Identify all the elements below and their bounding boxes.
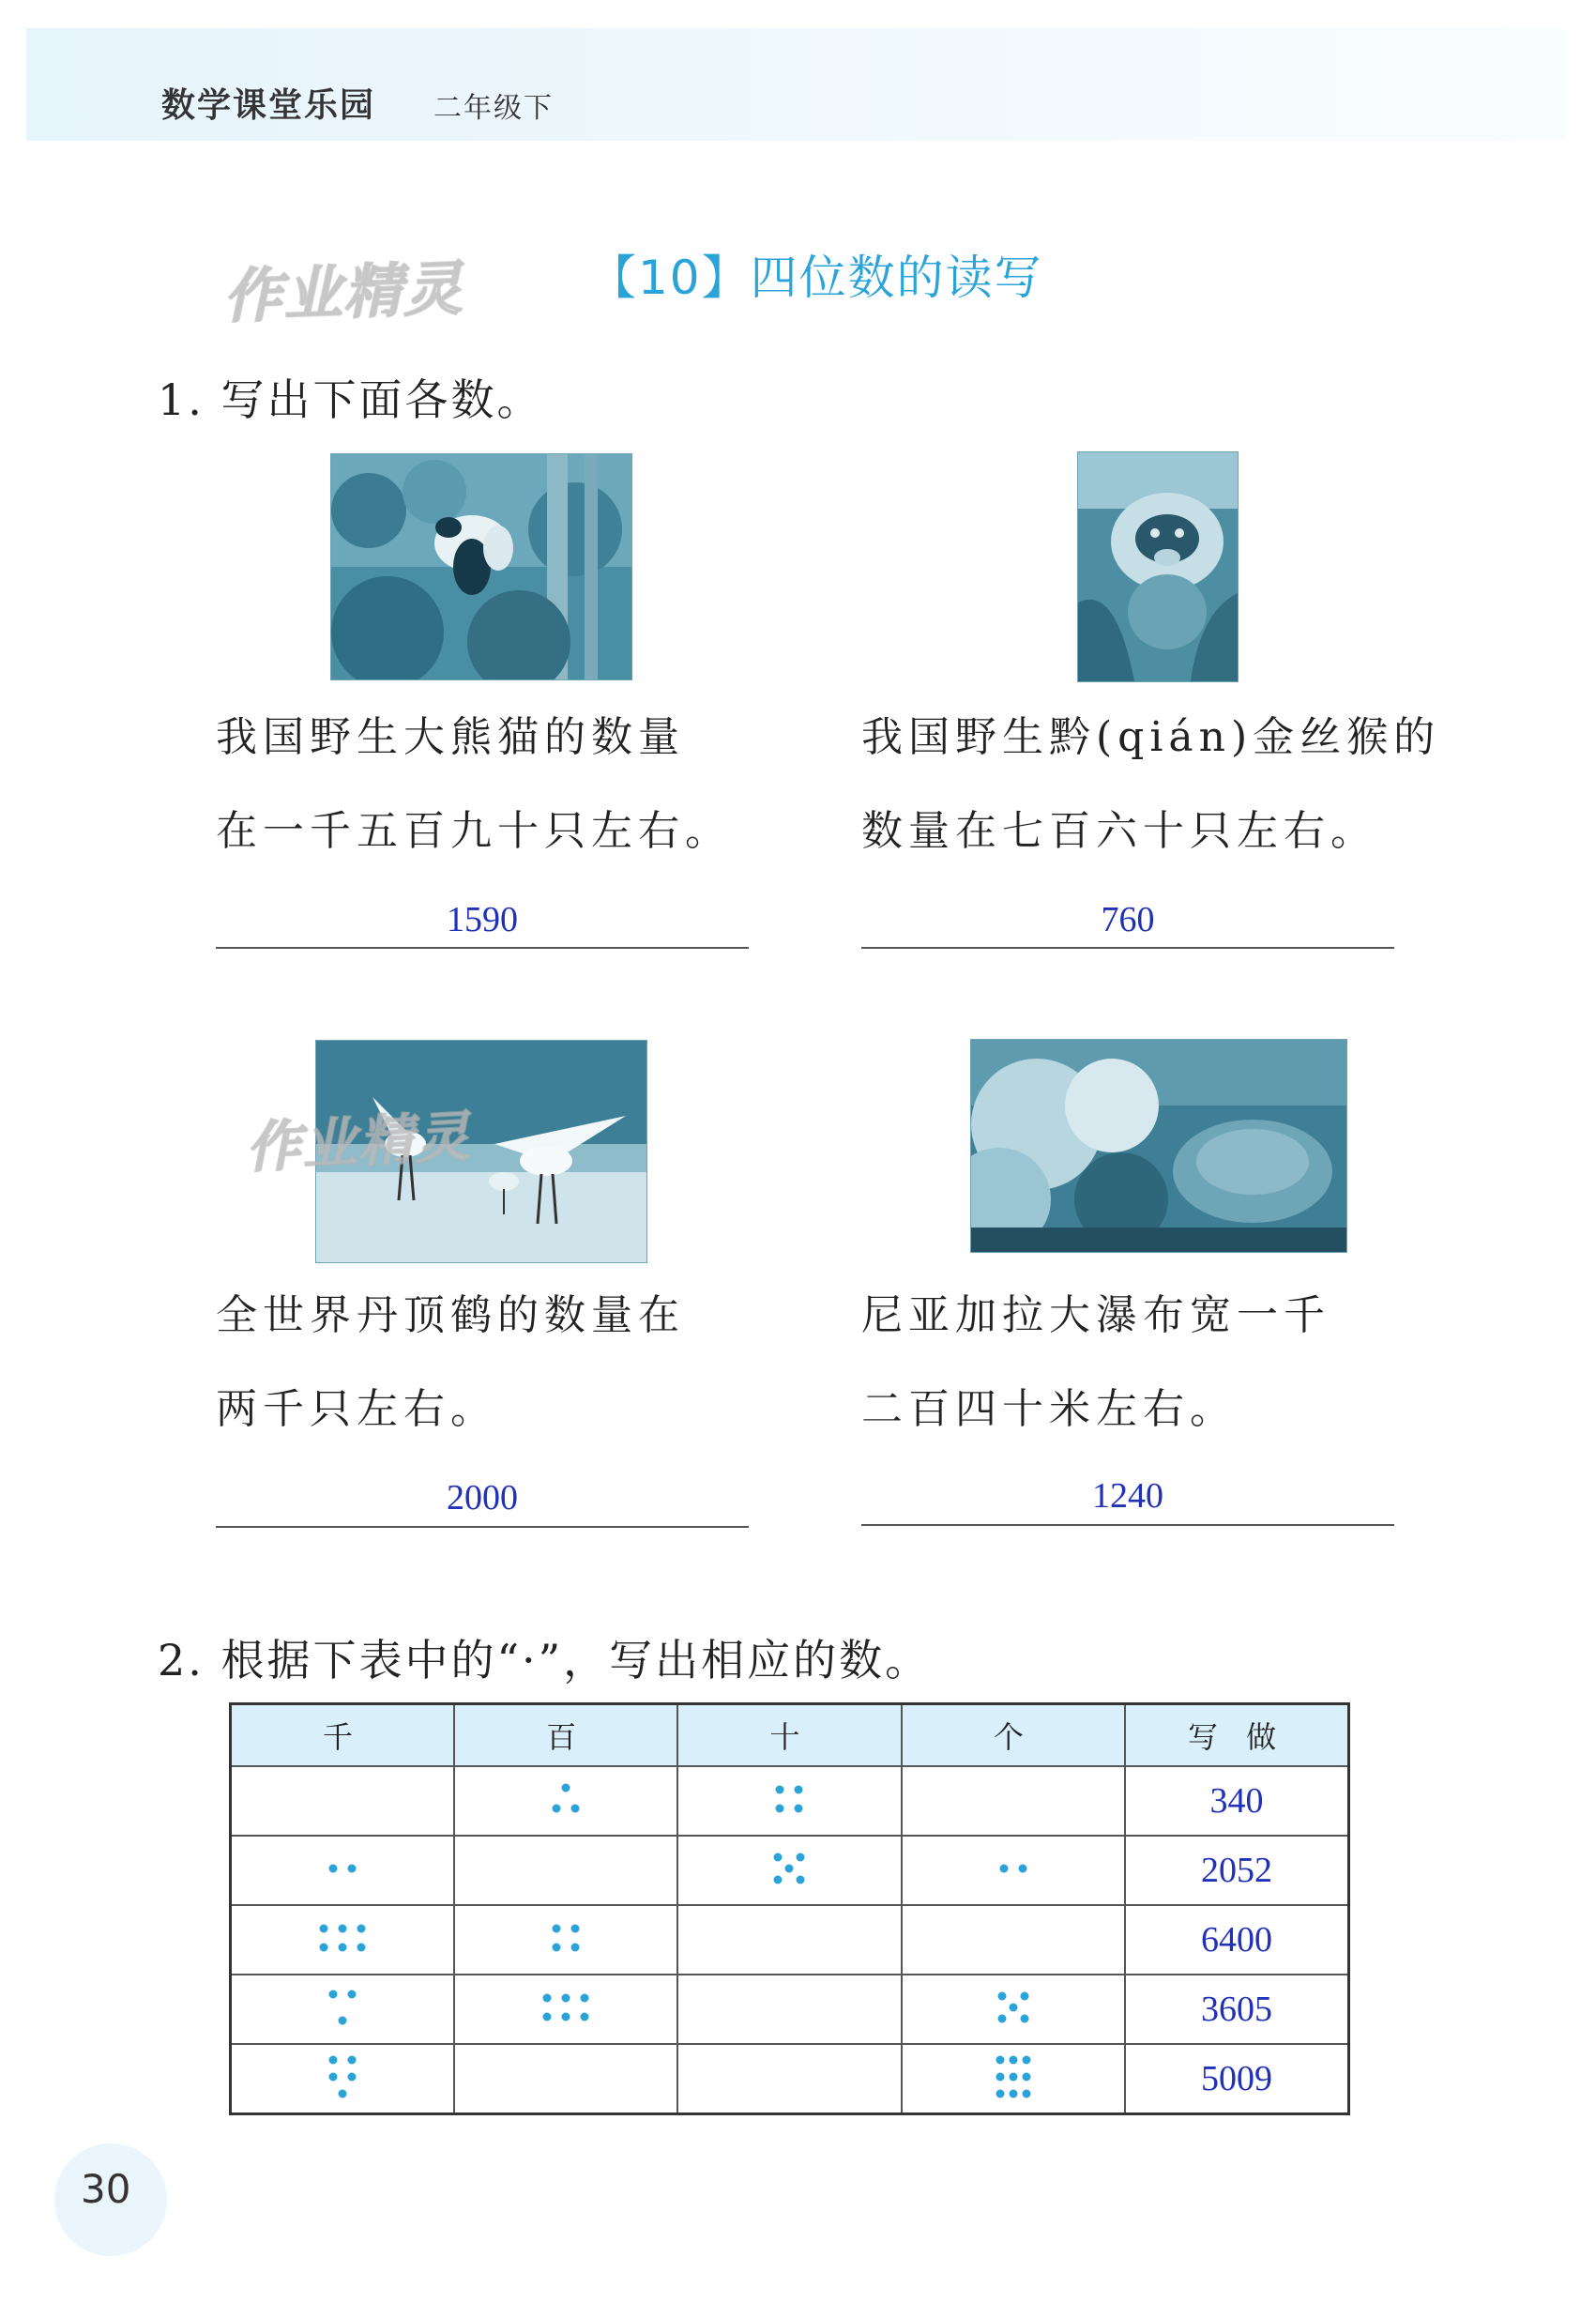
dot	[1009, 2004, 1017, 2012]
answer-4: 1240	[1092, 1476, 1163, 1516]
dot	[543, 2013, 552, 2021]
answer-2: 760	[1101, 900, 1155, 939]
question-1-item-1-text: 我国野生大熊猫的数量 在一千五百九十只左右。	[216, 713, 732, 855]
dots-icon	[752, 1840, 827, 1897]
dot	[571, 1805, 580, 1813]
dots-icon	[305, 1979, 380, 2036]
lesson-title: 【10】四位数的读写	[589, 251, 1043, 305]
giant-panda-photo	[330, 453, 632, 680]
header-thousands: 千	[231, 1704, 454, 1767]
dot	[774, 1853, 783, 1862]
dot	[997, 2015, 1006, 2023]
dots-icon	[305, 1910, 380, 1966]
dot	[776, 1786, 784, 1794]
niagara-falls-photo	[970, 1039, 1347, 1253]
dot	[562, 2013, 570, 2021]
dot	[328, 2056, 337, 2065]
dot-cell	[902, 1905, 1125, 1975]
dots-icon	[976, 1840, 1051, 1897]
answer-1: 1590	[447, 900, 518, 939]
dot-cell	[454, 1836, 677, 1905]
table-row	[231, 1905, 1349, 1975]
header-ones: 个	[902, 1704, 1125, 1767]
dot	[785, 1865, 794, 1873]
answer-3: 2000	[447, 1478, 518, 1518]
dots-icon	[528, 1910, 603, 1966]
dot-cell	[231, 1836, 454, 1905]
dots-icon	[976, 1979, 1051, 2036]
dot-cell	[902, 2044, 1125, 2114]
dot	[797, 1853, 805, 1862]
dot-cell	[677, 1766, 901, 1836]
answer-line	[216, 946, 749, 949]
dot	[338, 1925, 346, 1933]
dot-cell	[231, 1766, 454, 1836]
dot	[553, 1944, 561, 1952]
dot-cell	[231, 2044, 454, 2114]
dot	[1022, 2056, 1030, 2065]
dot-cell	[902, 1766, 1125, 1836]
dot	[357, 1944, 365, 1952]
dot-cell	[231, 1975, 454, 2044]
dots-icon	[305, 1840, 380, 1897]
dot	[571, 1944, 580, 1952]
dot	[1020, 1992, 1028, 2001]
question-1-title: 1. 写出下面各数。	[158, 374, 543, 425]
question-1-item-4-text: 尼亚加拉大瀑布宽一千 二百四十米左右。	[861, 1291, 1330, 1433]
place-value-table	[229, 1702, 1350, 2115]
dot	[319, 1944, 327, 1952]
dot	[1020, 2015, 1028, 2023]
written-number: 5009	[1125, 2044, 1348, 2114]
table-header-row	[231, 1704, 1349, 1767]
dot-cell	[902, 1836, 1125, 1905]
book-title: 数学课堂乐园	[161, 86, 376, 125]
dot	[347, 2073, 356, 2082]
dots-icon	[528, 1979, 603, 2036]
guizhou-golden-monkey-photo	[1077, 451, 1239, 682]
table-row	[231, 1975, 1349, 2044]
dot	[1022, 2073, 1030, 2082]
table-row	[231, 2044, 1349, 2114]
dot	[996, 2073, 1004, 2082]
dot	[774, 1876, 783, 1884]
dot	[338, 2017, 346, 2025]
dot	[997, 1992, 1006, 2001]
question-1-item-2-text: 我国野生黔(qián)金丝猴的 数量在七百六十只左右。	[861, 713, 1441, 855]
dot-cell	[677, 1836, 901, 1905]
dot	[338, 2090, 346, 2098]
dot	[581, 1994, 589, 2003]
dot	[319, 1925, 327, 1933]
answer-line	[861, 1523, 1394, 1526]
dot-cell	[454, 1905, 677, 1975]
grade-label: 二年级下	[433, 92, 554, 125]
header-written: 写 做	[1125, 1704, 1348, 1767]
page-number: 30	[81, 2166, 131, 2212]
dot	[581, 2013, 589, 2021]
watermark: 作业精灵	[221, 253, 465, 331]
dot	[328, 2073, 337, 2082]
answer-line	[216, 1525, 749, 1528]
written-number: 3605	[1125, 1975, 1348, 2044]
table-row	[231, 1766, 1349, 1836]
dot-cell	[677, 2044, 901, 2114]
dot	[795, 1786, 803, 1794]
dot	[1009, 2090, 1017, 2098]
dot	[347, 1990, 356, 1999]
dot	[347, 1865, 356, 1873]
question-2-title: 2. 根据下表中的“·”，写出相应的数。	[158, 1635, 932, 1685]
dot	[347, 2056, 356, 2065]
dot	[553, 1805, 561, 1813]
written-number: 340	[1125, 1766, 1348, 1836]
dot	[1009, 2056, 1017, 2065]
answer-line	[861, 946, 1394, 949]
dot	[795, 1805, 803, 1813]
dot	[562, 1784, 570, 1792]
dot	[357, 1925, 365, 1933]
dot-cell	[902, 1975, 1125, 2044]
watermark: 作业精灵	[244, 1104, 473, 1181]
dot	[776, 1805, 784, 1813]
dot	[328, 1990, 337, 1999]
dot-cell	[454, 2044, 677, 2114]
dots-icon	[752, 1771, 827, 1827]
dot	[996, 2056, 1004, 2065]
dots-icon	[976, 2049, 1051, 2105]
dot	[999, 1865, 1008, 1873]
dot	[553, 1925, 561, 1933]
dot-cell	[231, 1905, 454, 1975]
dot-cell	[454, 1766, 677, 1836]
header-hundreds: 百	[454, 1704, 677, 1767]
dot	[338, 1944, 346, 1952]
dot	[1018, 1865, 1026, 1873]
written-number: 2052	[1125, 1836, 1348, 1905]
dot-cell	[677, 1905, 901, 1975]
dot	[571, 1925, 580, 1933]
dot	[1009, 2073, 1017, 2082]
header-tens: 十	[677, 1704, 901, 1767]
dot	[797, 1876, 805, 1884]
dot	[562, 1994, 570, 2003]
dot-cell	[677, 1975, 901, 2044]
written-number: 6400	[1125, 1905, 1348, 1975]
dot-cell	[454, 1975, 677, 2044]
dot	[328, 1865, 337, 1873]
dots-icon	[305, 2049, 380, 2105]
dot	[996, 2090, 1004, 2098]
question-1-item-3-text: 全世界丹顶鹤的数量在 两千只左右。	[216, 1291, 685, 1433]
dots-icon	[528, 1771, 603, 1827]
table-row	[231, 1836, 1349, 1905]
dot	[1022, 2090, 1030, 2098]
dot	[543, 1994, 552, 2003]
